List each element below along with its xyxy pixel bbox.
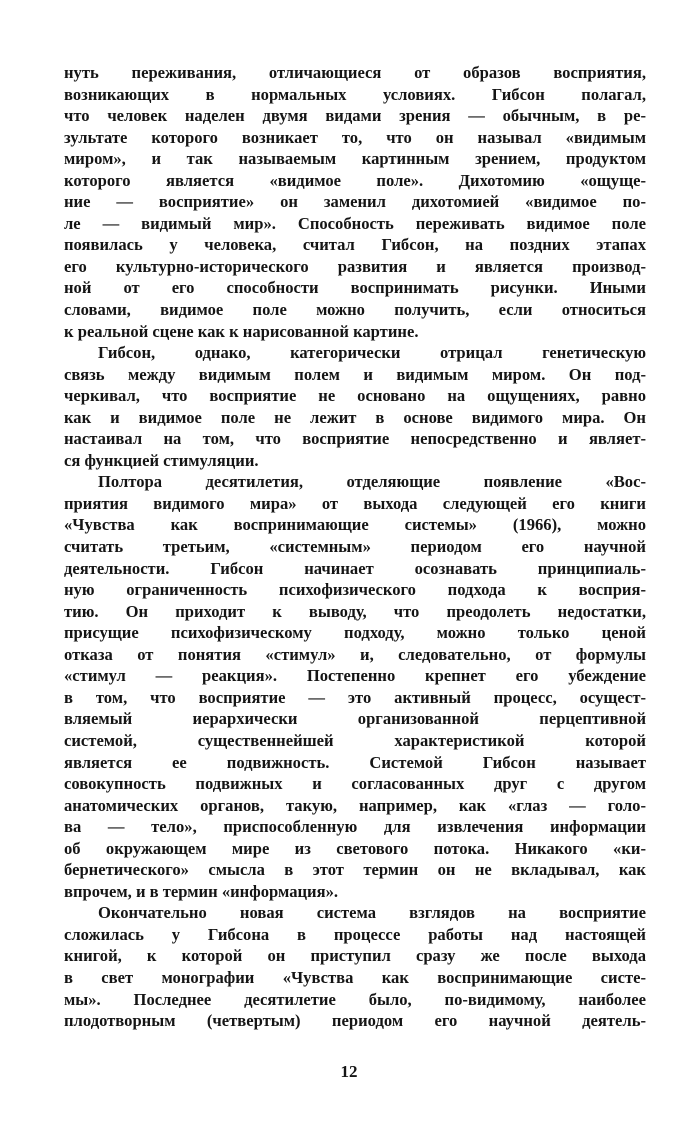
text-line: совокупность подвижных и согласованных друг с другом — [64, 774, 646, 794]
text-line: словами, видимое поле можно получить, если относиться — [64, 300, 646, 320]
text-line: связь между видимым полем и видимым миром. Он под- — [64, 364, 646, 384]
paragraph — [64, 471, 646, 902]
text-line: «Чувства как воспринимающие системы» (1966), можно — [64, 515, 646, 535]
paragraph — [64, 62, 646, 342]
text-line: в том, что восприятие — это активный процесс, осущест- — [64, 687, 646, 707]
text-line: бернетического» смысла в этот термин он не вкладывал, как — [64, 860, 646, 880]
text-line: мы». Последнее десятилетие было, по-видимому, наиболее — [64, 989, 646, 1009]
text-line: деятельности. Гибсон начинает осознавать принципиаль- — [64, 558, 646, 578]
text-line: миром», и так называемым картинным зрением, продуктом — [64, 149, 646, 169]
paragraph — [64, 902, 646, 1031]
text-line: отказа от понятия «стимул» и, следовательно, от формулы — [64, 644, 646, 664]
page-body — [64, 62, 646, 1032]
page-number: 12 — [340, 1062, 358, 1081]
text-line: настаивал на том, что восприятие непосредственно и являет- — [64, 429, 646, 449]
text-line: «стимул — реакция». Постепенно крепнет его убеждение — [64, 666, 646, 686]
text-line: Окончательно новая система взглядов на восприятие — [98, 903, 646, 923]
text-line: как и видимое поле не лежит в основе видимого мира. Он — [64, 407, 646, 427]
text-line: его культурно-исторического развития и является производ- — [64, 256, 646, 276]
text-line: анатомических органов, такую, например, как «глаз — голо- — [64, 795, 646, 815]
text-line: Полтора десятилетия, отделяющие появление «Вос- — [98, 472, 646, 492]
text-line: которого является «видимое поле». Дихотомию «ощуще- — [64, 170, 646, 190]
text-line: приятия видимого мира» от выхода следующей его книги — [64, 493, 646, 513]
text-line: ние — восприятие» он заменил дихотомией «видимое по- — [64, 192, 646, 212]
text-line: считать третьим, «системным» периодом его научной — [64, 537, 646, 557]
text-line: плодотворным (четвертым) периодом его научной деятель- — [64, 1011, 646, 1031]
text-line: присущие психофизическому подходу, можно только ценой — [64, 623, 646, 643]
text-line: зультате которого возникает то, что он называл «видимым — [64, 127, 646, 147]
text-line: является ее подвижность. Системой Гибсон называет — [64, 752, 646, 772]
text-line: системой, существеннейшей характеристикой которой — [64, 730, 646, 750]
paragraph — [64, 342, 646, 471]
text-line: ной от его способности воспринимать рисунки. Иными — [64, 278, 646, 298]
text-line: вляемый иерархически организованной перцептивной — [64, 709, 646, 729]
text-line: к реальной сцене как к нарисованной картине. — [64, 321, 419, 341]
text-line: сложилась у Гибсона в процессе работы над настоящей — [64, 924, 646, 944]
text-line: тию. Он приходит к выводу, что преодолеть недостатки, — [64, 601, 646, 621]
text-line: появилась у человека, считал Гибсон, на поздних этапах — [64, 235, 646, 255]
text-line: Гибсон, однако, категорически отрицал генетическую — [98, 343, 646, 363]
text-line: что человек наделен двумя видами зрения — обычным, в ре- — [64, 106, 646, 126]
text-line: в свет монографии «Чувства как воспринимающие систе- — [64, 967, 646, 987]
text-line: об окружающем мире из светового потока. Никакого «ки- — [64, 838, 646, 858]
text-line: книгой, к которой он приступил сразу же после выхода — [64, 946, 646, 966]
text-line: ся функцией стимуляции. — [64, 450, 259, 470]
text-line: нуть переживания, отличающиеся от образов восприятия, — [64, 63, 646, 82]
text-line: ную ограниченность психофизического подхода к восприя- — [64, 580, 646, 600]
text-line: черкивал, что восприятие не основано на ощущениях, равно — [64, 386, 646, 406]
text-line: ле — видимый мир». Способность переживать видимое поле — [64, 213, 646, 233]
text-line: ва — тело», приспособленную для извлечения информации — [64, 817, 646, 837]
text-line: возникающих в нормальных условиях. Гибсон полагал, — [64, 84, 646, 104]
text-line: впрочем, и в термин «информация». — [64, 881, 339, 901]
